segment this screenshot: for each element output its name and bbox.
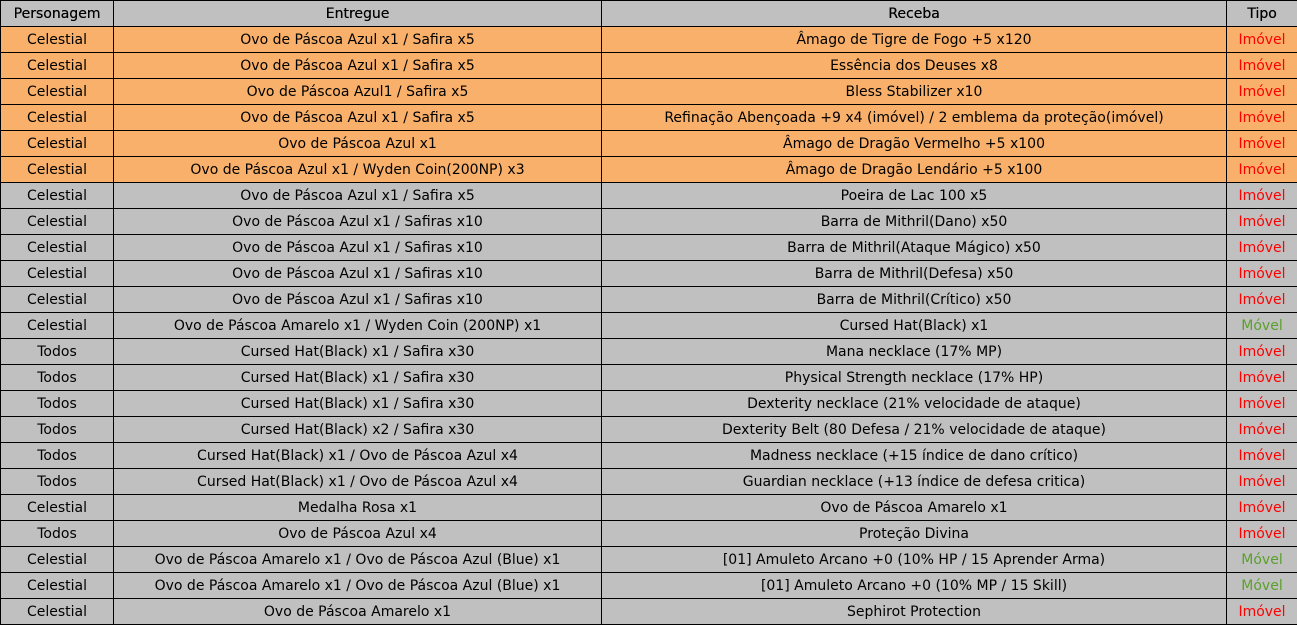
cell-receba: Guardian necklace (+13 índice de defesa critica) [602,469,1227,495]
cell-tipo: Imóvel [1227,599,1297,625]
cell-tipo: Imóvel [1227,235,1297,261]
header-entregue: Entregue [114,1,602,27]
cell-entregue: Ovo de Páscoa Azul x1 / Safiras x10 [114,287,602,313]
cell-entregue: Cursed Hat(Black) x1 / Safira x30 [114,365,602,391]
cell-receba: Dexterity Belt (80 Defesa / 21% velocidade de ataque) [602,417,1227,443]
cell-tipo: Imóvel [1227,261,1297,287]
cell-receba: Barra de Mithril(Ataque Mágico) x50 [602,235,1227,261]
cell-entregue: Ovo de Páscoa Azul x1 / Safira x5 [114,53,602,79]
cell-tipo: Imóvel [1227,469,1297,495]
cell-receba: [01] Amuleto Arcano +0 (10% MP / 15 Skill) [602,573,1227,599]
cell-personagem: Celestial [1,157,114,183]
cell-receba: Sephirot Protection [602,599,1227,625]
cell-tipo: Imóvel [1227,209,1297,235]
cell-personagem: Celestial [1,235,114,261]
cell-personagem: Celestial [1,495,114,521]
cell-entregue: Cursed Hat(Black) x1 / Ovo de Páscoa Azul x4 [114,469,602,495]
table-row [1,339,1297,365]
table-row [1,521,1297,547]
cell-personagem: Celestial [1,131,114,157]
header-receba: Receba [602,1,1227,27]
cell-entregue: Ovo de Páscoa Azul x1 / Safiras x10 [114,235,602,261]
cell-personagem: Todos [1,469,114,495]
cell-tipo: Imóvel [1227,417,1297,443]
cell-entregue: Cursed Hat(Black) x1 / Safira x30 [114,391,602,417]
table-row [1,209,1297,235]
cell-receba: Poeira de Lac 100 x5 [602,183,1227,209]
cell-tipo: Imóvel [1227,27,1297,53]
table-row [1,131,1297,157]
cell-receba: Dexterity necklace (21% velocidade de ataque) [602,391,1227,417]
cell-tipo: Imóvel [1227,79,1297,105]
cell-personagem: Celestial [1,547,114,573]
cell-tipo: Móvel [1227,573,1297,599]
table-row [1,599,1297,625]
cell-receba: Barra de Mithril(Dano) x50 [602,209,1227,235]
table-row [1,157,1297,183]
cell-receba: Madness necklace (+15 índice de dano crítico) [602,443,1227,469]
cell-personagem: Celestial [1,105,114,131]
table-row [1,53,1297,79]
table-row [1,27,1297,53]
table-row [1,365,1297,391]
cell-receba: Âmago de Dragão Vermelho +5 x100 [602,131,1227,157]
cell-entregue: Medalha Rosa x1 [114,495,602,521]
cell-entregue: Ovo de Páscoa Azul x1 [114,131,602,157]
cell-entregue: Cursed Hat(Black) x1 / Ovo de Páscoa Azul x4 [114,443,602,469]
cell-tipo: Imóvel [1227,365,1297,391]
table-row [1,573,1297,599]
cell-tipo: Imóvel [1227,443,1297,469]
cell-receba: Âmago de Dragão Lendário +5 x100 [602,157,1227,183]
cell-entregue: Ovo de Páscoa Azul x1 / Safira x5 [114,27,602,53]
cell-receba: Proteção Divina [602,521,1227,547]
cell-entregue: Ovo de Páscoa Azul x1 / Safiras x10 [114,261,602,287]
table-row [1,391,1297,417]
cell-personagem: Todos [1,521,114,547]
cell-personagem: Todos [1,417,114,443]
cell-entregue: Ovo de Páscoa Amarelo x1 / Ovo de Páscoa Azul (Blue) x1 [114,547,602,573]
cell-personagem: Todos [1,365,114,391]
cell-receba: Physical Strength necklace (17% HP) [602,365,1227,391]
cell-personagem: Celestial [1,599,114,625]
table-row [1,105,1297,131]
cell-entregue: Cursed Hat(Black) x1 / Safira x30 [114,339,602,365]
cell-tipo: Móvel [1227,547,1297,573]
cell-receba: Barra de Mithril(Defesa) x50 [602,261,1227,287]
cell-tipo: Imóvel [1227,495,1297,521]
cell-personagem: Celestial [1,27,114,53]
header-row [1,1,1297,27]
cell-personagem: Celestial [1,183,114,209]
header-personagem: Personagem [1,1,114,27]
table-row [1,495,1297,521]
cell-personagem: Celestial [1,573,114,599]
cell-receba: Essência dos Deuses x8 [602,53,1227,79]
cell-entregue: Ovo de Páscoa Azul x1 / Wyden Coin(200NP) x3 [114,157,602,183]
cell-entregue: Ovo de Páscoa Azul x1 / Safiras x10 [114,209,602,235]
cell-receba: Cursed Hat(Black) x1 [602,313,1227,339]
cell-tipo: Imóvel [1227,521,1297,547]
cell-personagem: Todos [1,339,114,365]
cell-tipo: Imóvel [1227,131,1297,157]
table-row [1,79,1297,105]
cell-entregue: Ovo de Páscoa Azul1 / Safira x5 [114,79,602,105]
cell-entregue: Ovo de Páscoa Amarelo x1 / Ovo de Páscoa Azul (Blue) x1 [114,573,602,599]
cell-receba: Âmago de Tigre de Fogo +5 x120 [602,27,1227,53]
cell-personagem: Celestial [1,287,114,313]
cell-tipo: Imóvel [1227,183,1297,209]
cell-entregue: Ovo de Páscoa Amarelo x1 [114,599,602,625]
cell-personagem: Celestial [1,53,114,79]
cell-entregue: Ovo de Páscoa Azul x1 / Safira x5 [114,183,602,209]
cell-tipo: Móvel [1227,313,1297,339]
table-row [1,469,1297,495]
cell-personagem: Celestial [1,261,114,287]
cell-personagem: Todos [1,391,114,417]
cell-entregue: Cursed Hat(Black) x2 / Safira x30 [114,417,602,443]
cell-receba: Refinação Abençoada +9 x4 (imóvel) / 2 emblema da proteção(imóvel) [602,105,1227,131]
cell-personagem: Celestial [1,209,114,235]
cell-tipo: Imóvel [1227,105,1297,131]
header-tipo: Tipo [1227,1,1297,27]
cell-receba: Mana necklace (17% MP) [602,339,1227,365]
table-row [1,443,1297,469]
table-row [1,235,1297,261]
table-row [1,287,1297,313]
cell-personagem: Todos [1,443,114,469]
cell-tipo: Imóvel [1227,157,1297,183]
table-row [1,313,1297,339]
cell-receba: Barra de Mithril(Crítico) x50 [602,287,1227,313]
table-row [1,547,1297,573]
table-row [1,417,1297,443]
cell-entregue: Ovo de Páscoa Amarelo x1 / Wyden Coin (200NP) x1 [114,313,602,339]
table-row [1,261,1297,287]
cell-tipo: Imóvel [1227,287,1297,313]
cell-tipo: Imóvel [1227,391,1297,417]
cell-entregue: Ovo de Páscoa Azul x1 / Safira x5 [114,105,602,131]
cell-receba: Bless Stabilizer x10 [602,79,1227,105]
table-row [1,183,1297,209]
cell-tipo: Imóvel [1227,339,1297,365]
cell-receba: Ovo de Páscoa Amarelo x1 [602,495,1227,521]
cell-personagem: Celestial [1,313,114,339]
cell-personagem: Celestial [1,79,114,105]
cell-tipo: Imóvel [1227,53,1297,79]
cell-receba: [01] Amuleto Arcano +0 (10% HP / 15 Aprender Arma) [602,547,1227,573]
cell-entregue: Ovo de Páscoa Azul x4 [114,521,602,547]
